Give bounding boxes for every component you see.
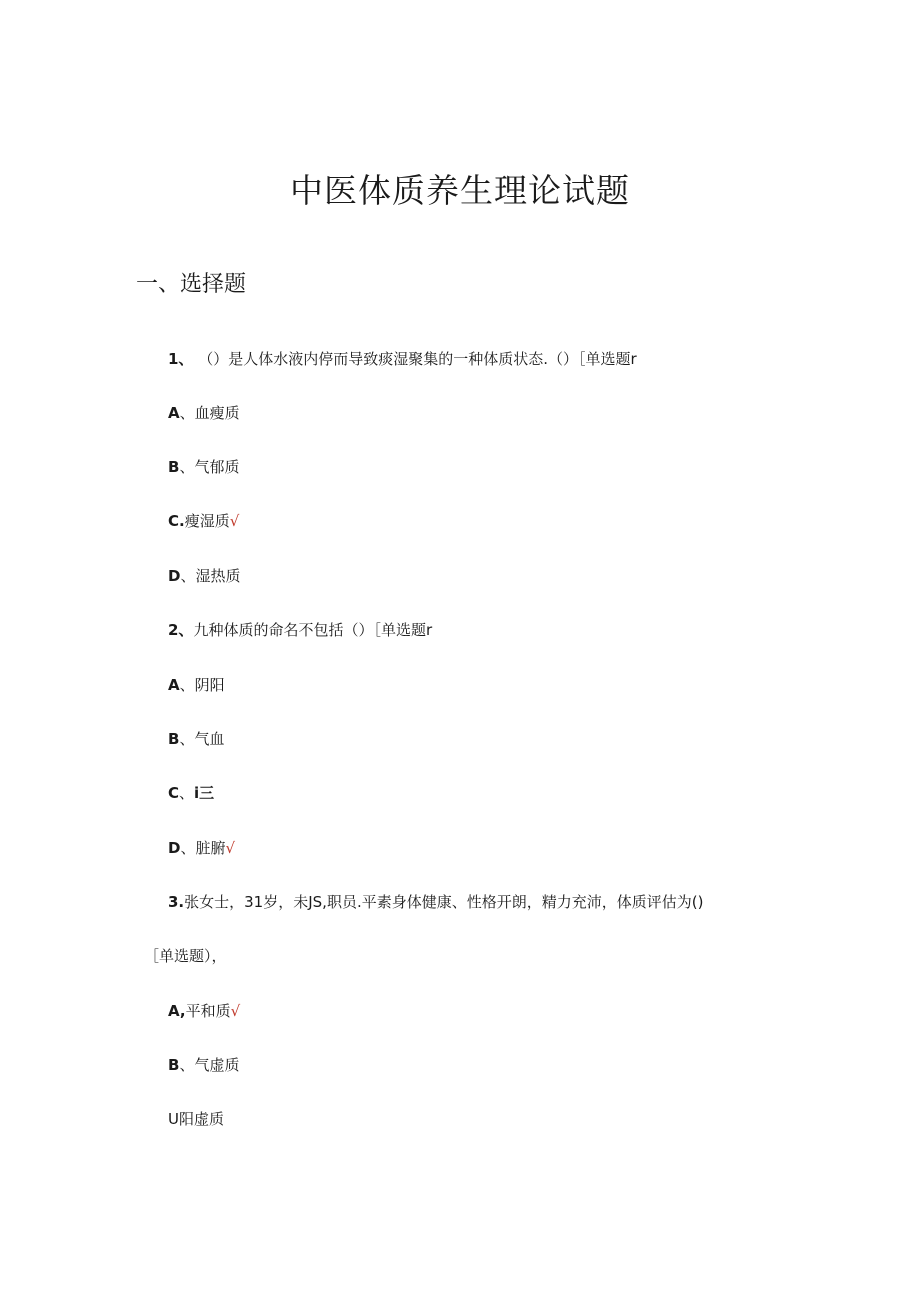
option-label: B <box>168 1056 180 1074</box>
option-2d <box>168 836 235 860</box>
question-3-continued <box>144 944 227 968</box>
question-1 <box>168 347 637 371</box>
correct-mark: √ <box>230 1002 241 1020</box>
option-text: 气虚质 <box>194 1056 240 1074</box>
option-label: A, <box>168 1002 186 1020</box>
option-separator: 、 <box>180 567 196 585</box>
option-separator: 、 <box>180 839 196 857</box>
option-text: i三 <box>194 784 215 802</box>
option-text: 血瘦质 <box>194 404 240 422</box>
correct-mark: √ <box>225 839 236 857</box>
section-heading: 一、选择题 <box>136 272 247 297</box>
option-text: 平和质 <box>185 1002 231 1020</box>
option-text: 气郁质 <box>194 458 240 476</box>
option-text: 湿热质 <box>195 567 241 585</box>
option-separator: 、 <box>179 458 195 476</box>
question-2 <box>168 618 432 642</box>
question-text: 九种体质的命名不包括（）［单选题r <box>193 621 433 639</box>
option-2c <box>168 781 214 805</box>
option-1d <box>168 564 240 588</box>
option-text: 阳虚质 <box>178 1110 224 1128</box>
option-text: 气血 <box>194 730 225 748</box>
option-label: D <box>168 839 181 857</box>
option-text: 阴阳 <box>194 676 225 694</box>
option-label: C <box>168 784 180 802</box>
option-2a <box>168 673 225 697</box>
option-label: U <box>168 1110 179 1128</box>
option-text: 脏腑 <box>195 839 226 857</box>
question-number: 1、 <box>168 350 194 368</box>
question-3 <box>168 890 703 914</box>
option-label: D <box>168 567 181 585</box>
option-separator: 、 <box>179 404 195 422</box>
option-1b <box>168 455 239 479</box>
option-2b <box>168 727 224 751</box>
option-separator: 、 <box>179 1056 195 1074</box>
option-label: C. <box>168 512 185 530</box>
option-separator: 、 <box>179 730 195 748</box>
option-label: B <box>168 730 180 748</box>
option-separator: 、 <box>179 676 195 694</box>
option-label: B <box>168 458 180 476</box>
question-number: 2、 <box>168 621 194 639</box>
question-text-continued: ［单选题）， <box>144 947 227 965</box>
option-text: 瘦湿质 <box>184 512 230 530</box>
option-label: A <box>168 404 180 422</box>
document-title: 中医体质养生理论试题 <box>290 171 630 210</box>
question-text: 张女士，31岁，未JS,职员.平素身体健康、性格开朗，精力充沛，体质评估为() <box>184 893 704 911</box>
option-1a <box>168 401 240 425</box>
question-number: 3. <box>168 893 185 911</box>
option-3b <box>168 1053 239 1077</box>
option-3c <box>168 1107 224 1131</box>
option-separator: 、 <box>179 784 195 802</box>
question-text: （）是人体水液内停而导致痰湿聚集的一种体质状态.（）［单选题r <box>198 350 637 368</box>
option-label: A <box>168 676 180 694</box>
correct-mark: √ <box>229 512 240 530</box>
option-1c <box>168 509 239 533</box>
option-3a <box>168 999 240 1023</box>
